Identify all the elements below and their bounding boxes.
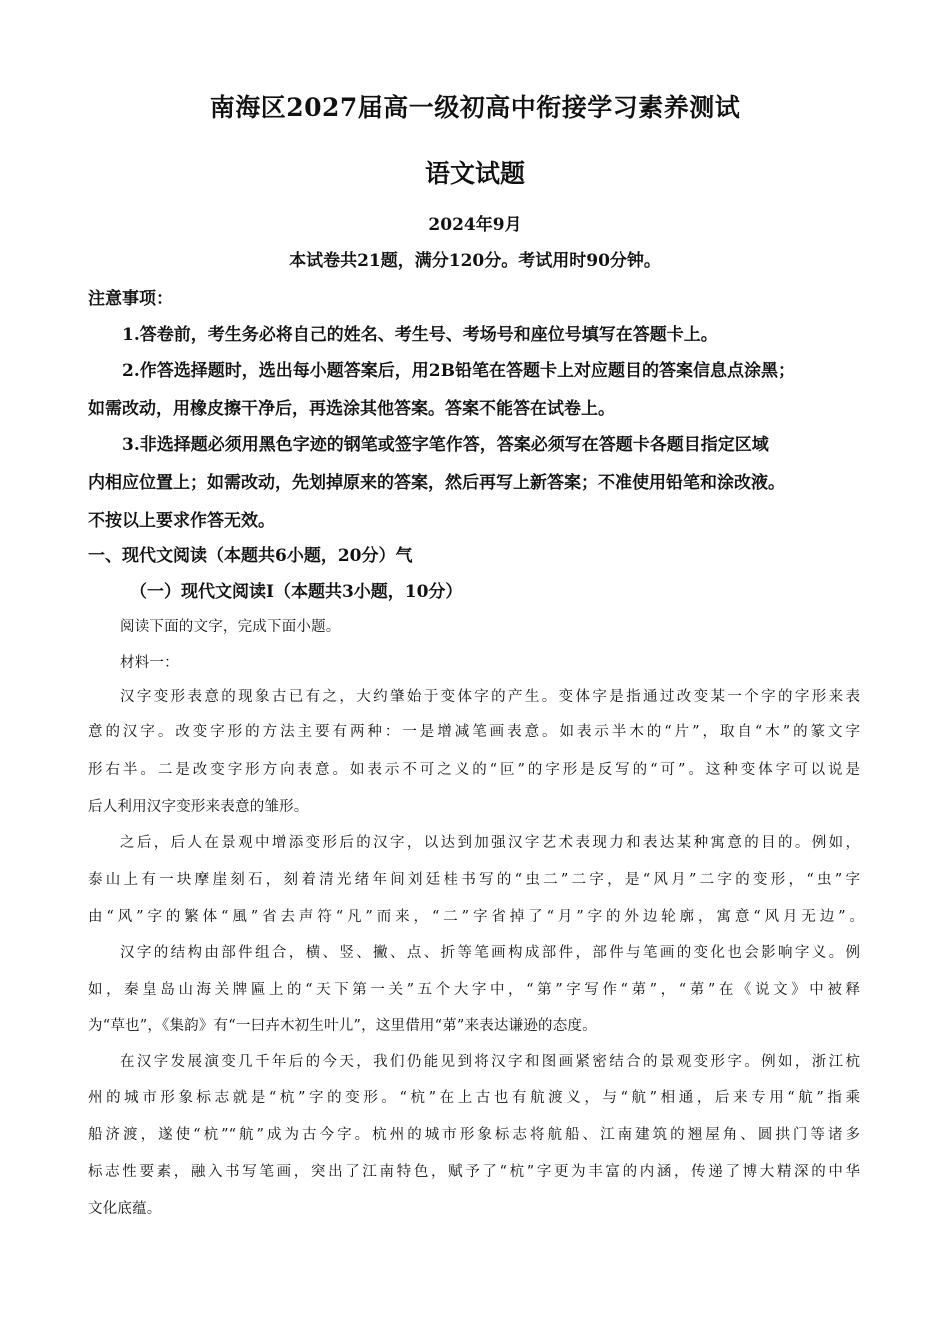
exam-info: 本试卷共21题，满分120分。考试用时90分钟。 [289,251,661,271]
paragraph-line: 如，秦皇岛山海关牌匾上的“天下第一关”五个大字中，“第”字写作“苐”，“苐”在《说文》中被释 [88,982,860,998]
paragraph-line: 泰山上有一块摩崖刻石，刻着清光绪年间刘廷桂书写的“虫二”二字，是“风月”二字的变形，“虫”字 [88,872,860,888]
paragraph-line: 后人利用汉字变形来表意的雏形。 [88,799,309,815]
material-label: 材料一： [120,655,179,671]
paragraph-line: 标志性要素，融入书写笔画，突出了江南特色，赋予了“杭”字更为丰富的内涵，传递了博大精深的中华 [88,1164,860,1180]
exam-date: 2024年9月 [428,215,522,235]
paragraph-line: 由“风”字的繁体“風”省去声符“凡”而来，“二”字省掉了“月”字的外边轮廓，寓意“风月无边”。 [88,909,864,925]
paragraph-line: 汉字的结构由部件组合，横、竖、撇、点、折等笔画构成部件，部件与笔画的变化也会影响字义。例 [120,945,860,961]
exam-title: 南海区2027届高一级初高中衔接学习素养测试 [209,93,741,122]
paragraph-line: 船济渡，遂使“杭”“航”成为古今字。杭州的城市形象标志将航船、江南建筑的翘屋角、圆拱门等诸多 [88,1127,860,1143]
notice-line: 1.答卷前，考生务必将自己的姓名、考生号、考场号和座位号填写在答题卡上。 [122,325,718,345]
paragraph-line: 州的城市形象标志就是“杭”字的变形。“杭”在上古也有航渡义，与“航”相通，后来专用“航”指乘 [88,1090,860,1106]
paragraph-line: 汉字变形表意的现象古已有之，大约肇始于变体字的产生。变体字是指通过改变某一个字的字形来表 [120,689,860,705]
paragraph-line: 为“草也”，《集韵》有“一曰卉木初生叶儿”，这里借用“苐”来表达谦逊的态度。 [88,1018,597,1034]
notice-line: 内相应位置上；如需改动，先划掉原来的答案，然后再写上新答案；不准使用铅笔和涂改液。 [88,473,785,493]
paragraph-line: 形右半。二是改变字形方向表意。如表示不可之义的“叵”的字形是反写的“可”。这种变体字可以说是 [88,762,860,778]
notice-line: 3.非选择题必须用黑色字迹的钢笔或签字笔作答，答案必须写在答题卡各题目指定区域 [122,435,769,455]
notice-line: 不按以上要求作答无效。 [88,511,275,531]
exam-subject: 语文试题 [424,159,525,188]
paragraph-line: 之后，后人在景观中增添变形后的汉字，以达到加强汉字艺术表现力和表达某种寓意的目的。例如， [120,835,860,851]
subsection-heading: （一）现代文阅读Ⅰ（本题共3小题，10分） [130,582,463,602]
paragraph-line: 意的汉字。改变字形的方法主要有两种：一是增减笔画表意。如表示半木的“片”，取自“木”的篆文字 [88,724,860,740]
section-heading: 一、现代文阅读（本题共6小题，20分）气 [88,546,413,566]
reading-instruction: 阅读下面的文字，完成下面小题。 [120,619,341,635]
paragraph-line: 文化底蕴。 [88,1201,162,1217]
notice-line: 2.作答选择题时，选出每小题答案后，用2B铅笔在答题卡上对应题目的答案信息点涂黑； [122,361,795,381]
paragraph-line: 在汉字发展演变几千年后的今天，我们仍能见到将汉字和图画紧密结合的景观变形字。例如，浙江杭 [120,1054,860,1070]
notice-heading: 注意事项： [88,289,173,309]
notice-line: 如需改动，用橡皮擦干净后，再选涂其他答案。答案不能答在试卷上。 [88,399,615,419]
